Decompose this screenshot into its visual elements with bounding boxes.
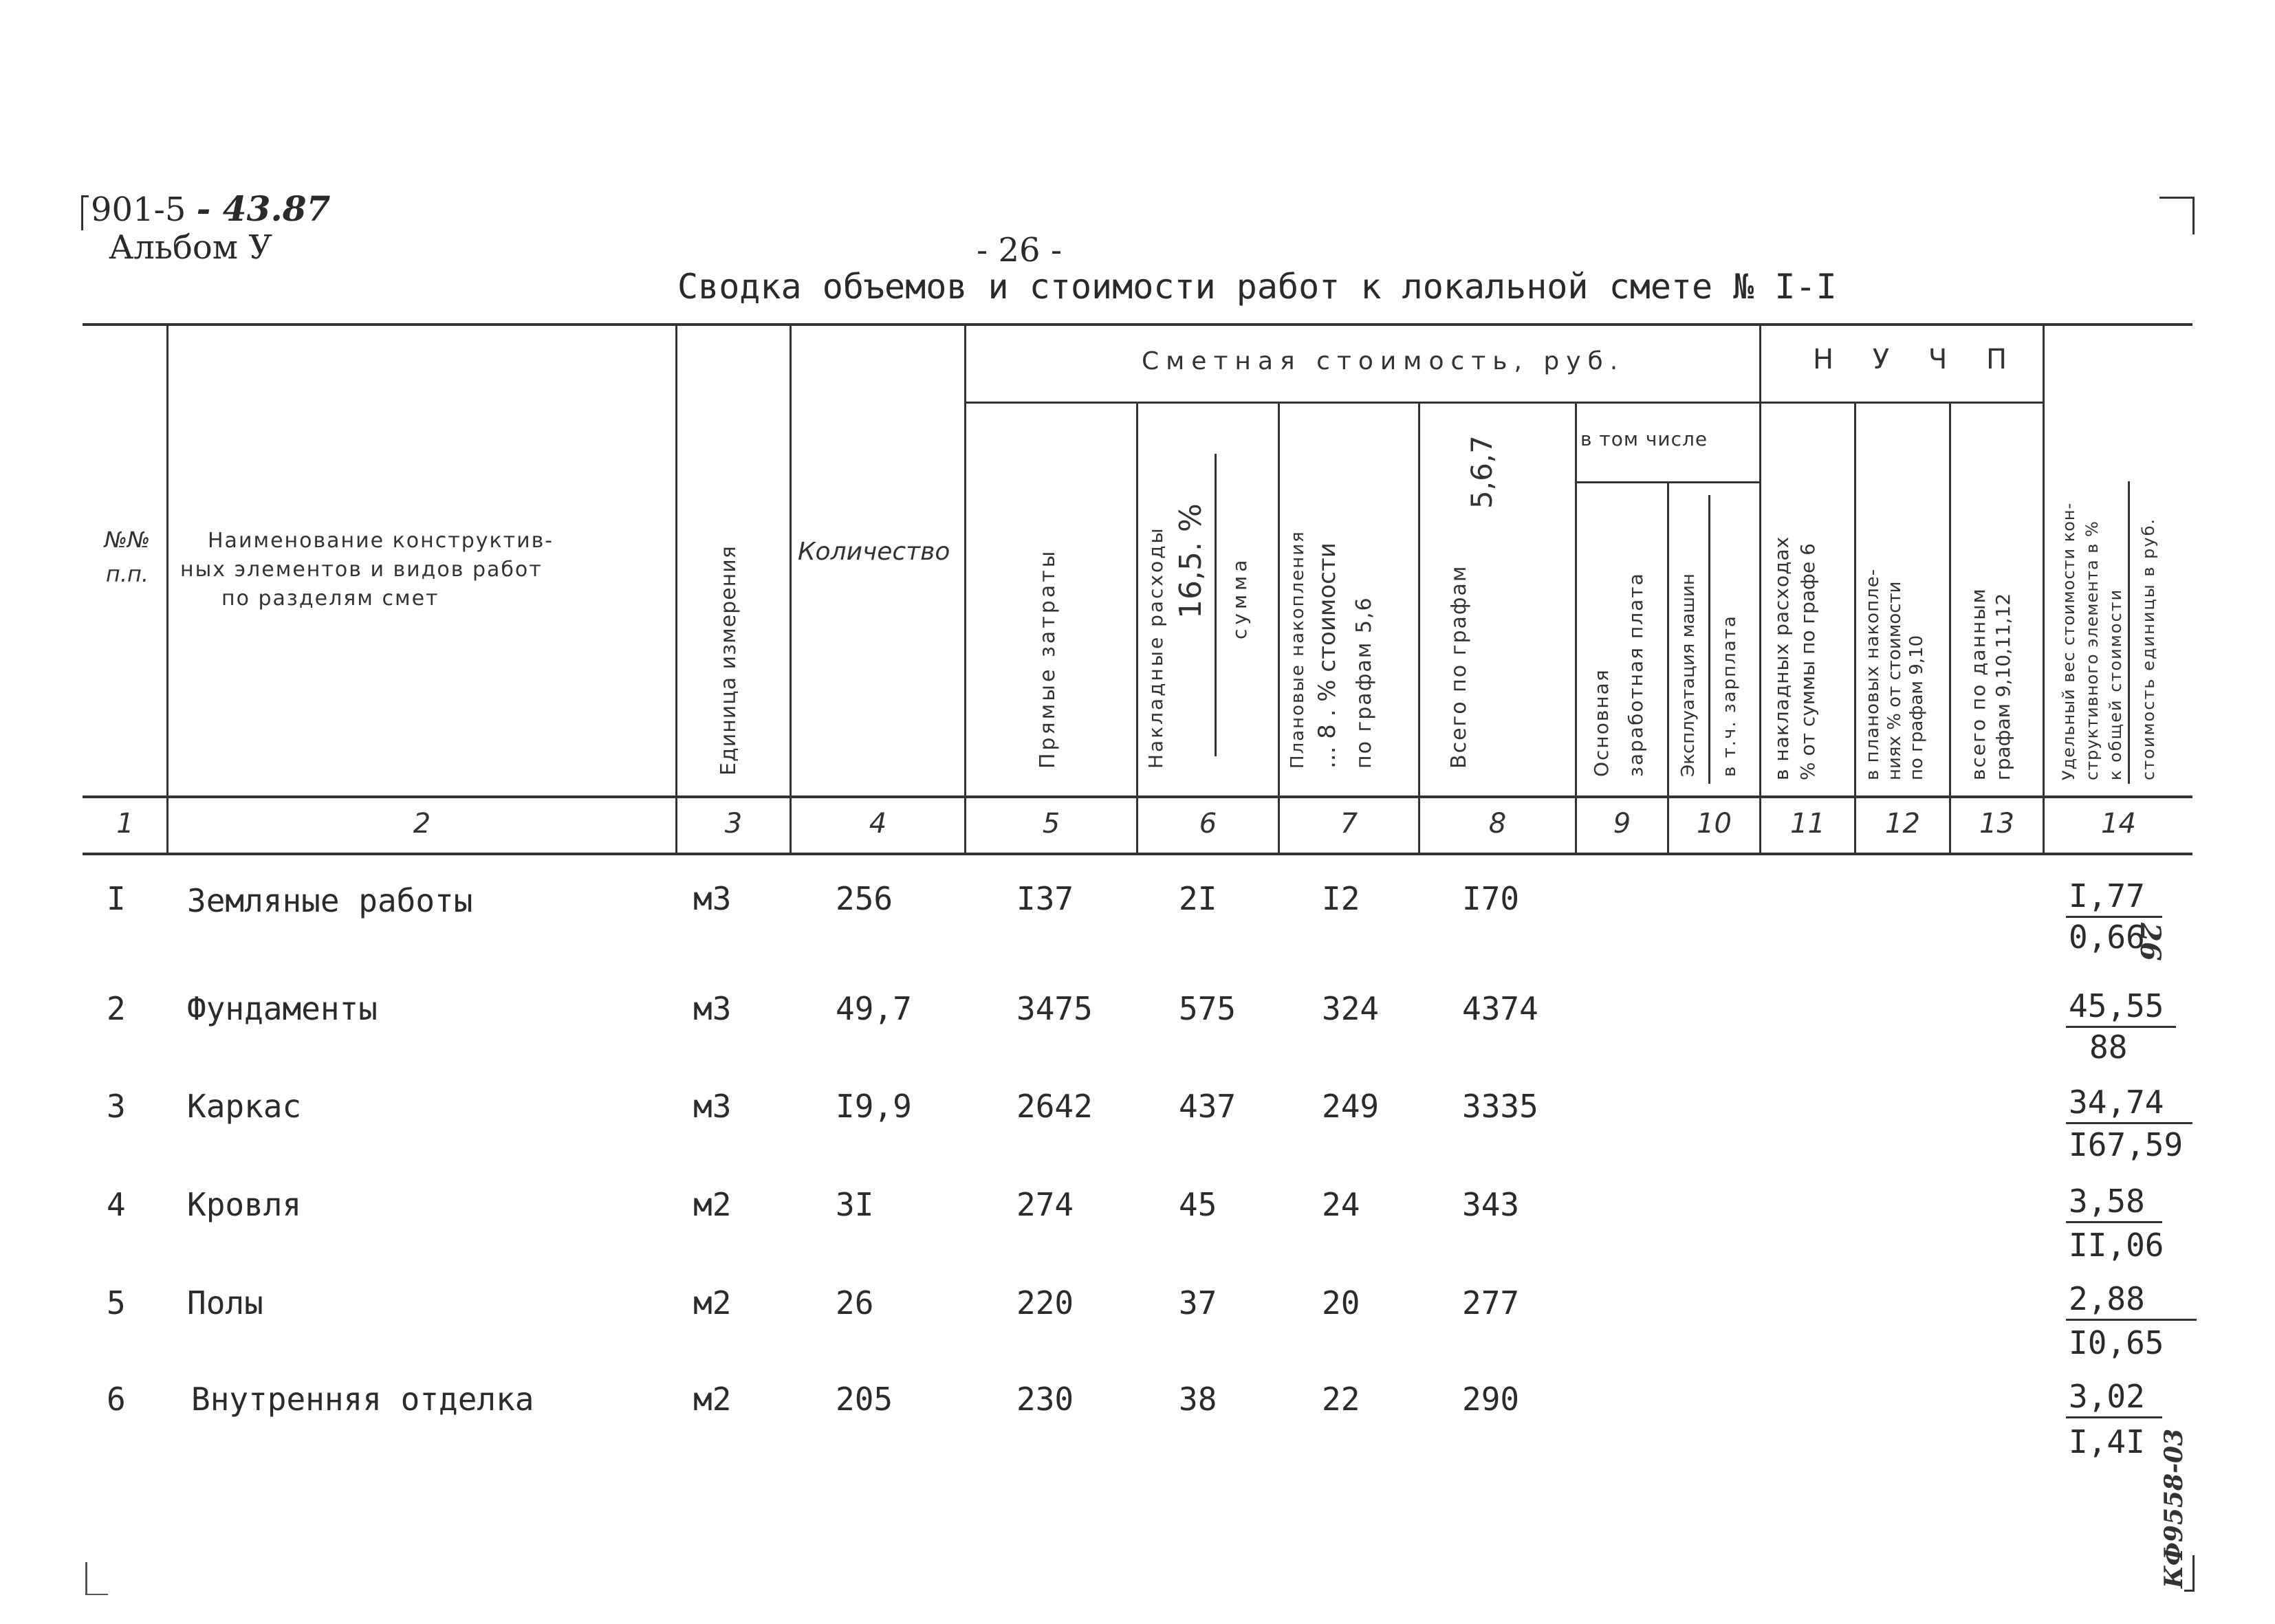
- header-col6-line2: 16,5. %: [1173, 503, 1208, 619]
- row-unit-cost: 0,66: [2069, 919, 2145, 956]
- row-total: 3335: [1462, 1088, 1538, 1125]
- row-share-fraction-line: [2066, 1416, 2162, 1418]
- row-planned-savings: 24: [1322, 1186, 1360, 1223]
- row-number: 4: [107, 1186, 126, 1223]
- header-col14-line1: Удельный вес стоимости кон-: [2059, 502, 2078, 780]
- row-number: I: [107, 880, 126, 917]
- header-col14-line3: к общей стоимости: [2106, 588, 2125, 780]
- row-share-fraction-line: [2066, 1026, 2176, 1028]
- row-unit-cost: II,06: [2069, 1227, 2164, 1264]
- row-unit: м2: [693, 1284, 732, 1321]
- header-col12-line3: по графам 9,10: [1906, 635, 1927, 780]
- row-quantity: I9,9: [836, 1088, 912, 1125]
- row-name: Кровля: [187, 1186, 302, 1223]
- row-name: Внутренняя отделка: [191, 1381, 534, 1418]
- row-unit-cost: I0,65: [2069, 1324, 2164, 1361]
- corner-mark-top-left: [81, 195, 89, 230]
- row-share: 34,74: [2069, 1084, 2164, 1121]
- header-col10-line1: Эксплуатация машин: [1678, 573, 1699, 777]
- row-total: 290: [1462, 1381, 1520, 1418]
- row-number: 2: [107, 990, 126, 1027]
- header-col7-line3: по графам 5,6: [1352, 596, 1376, 769]
- row-total: 343: [1462, 1186, 1520, 1223]
- header-col12-line1: в плановых накопле-: [1862, 568, 1883, 780]
- row-direct-costs: 3475: [1016, 990, 1093, 1027]
- header-col2-line3: по разделям смет: [221, 586, 439, 611]
- row-unit: м2: [693, 1186, 732, 1223]
- col-divider-5: [1136, 403, 1138, 854]
- row-total: I70: [1462, 880, 1520, 917]
- header-col6-line3: сумма: [1228, 556, 1251, 639]
- row-number: 6: [107, 1381, 126, 1418]
- row-overhead: 437: [1179, 1088, 1237, 1125]
- header-col10-line2: в т.ч. зарплата: [1719, 615, 1740, 777]
- col-number-3: 3: [724, 808, 743, 840]
- album-label: Альбом У: [109, 228, 273, 267]
- col-number-4: 4: [869, 808, 887, 840]
- table-top-border: [83, 323, 2192, 326]
- header-group-nuchp: Н У Ч П: [1813, 344, 2023, 375]
- row-overhead: 575: [1179, 990, 1237, 1027]
- header-col2: [180, 527, 662, 613]
- header-col1-line1: №№: [104, 527, 151, 553]
- header-col6-fraction-line: [1215, 454, 1217, 756]
- header-col14-line4: стоимость единицы в руб.: [2139, 518, 2158, 780]
- row-total: 277: [1462, 1284, 1520, 1321]
- side-stamp-page: 26: [2134, 923, 2166, 961]
- row-share: 3,58: [2069, 1183, 2145, 1220]
- col-divider-12: [1949, 403, 1951, 854]
- col-divider-6: [1278, 403, 1280, 854]
- cost-group-underline: [964, 402, 2043, 404]
- header-col13-line2: графам 9,10,11,12: [1992, 593, 2014, 780]
- header-group-incl: в том числе: [1580, 428, 1708, 450]
- row-share-fraction-line: [2066, 916, 2162, 918]
- row-overhead: 2I: [1179, 880, 1217, 917]
- row-unit: м3: [693, 990, 732, 1027]
- col-number-1: 1: [116, 808, 134, 840]
- col-number-11: 11: [1790, 808, 1825, 840]
- header-col7-line1: Плановые накопления: [1287, 530, 1308, 769]
- row-name: Фундаменты: [187, 990, 378, 1027]
- col-number-7: 7: [1340, 808, 1358, 840]
- col-divider-7: [1418, 403, 1420, 854]
- col-number-10: 10: [1697, 808, 1732, 840]
- document-code-prefix: 901-5: [91, 190, 186, 229]
- row-share-fraction-line: [2066, 1221, 2162, 1223]
- corner-mark-bottom-left: [85, 1562, 108, 1595]
- header-col5: Прямые затраты: [1036, 548, 1060, 769]
- header-col11-line1: в накладных расходах: [1770, 536, 1793, 780]
- row-planned-savings: 324: [1322, 990, 1380, 1027]
- col-divider-3: [790, 325, 792, 854]
- header-col12-line2: ниях % от стоимости: [1884, 581, 1905, 780]
- row-unit-cost: I67,59: [2069, 1126, 2184, 1163]
- col-divider-1: [166, 325, 168, 854]
- row-direct-costs: 220: [1016, 1284, 1074, 1321]
- row-planned-savings: 249: [1322, 1088, 1380, 1125]
- col-number-2: 2: [413, 808, 431, 840]
- col-divider-4: [964, 325, 966, 854]
- row-name: Земляные работы: [187, 882, 473, 919]
- header-col14-line2: структивного элемента в %: [2082, 520, 2102, 780]
- row-quantity: 49,7: [836, 990, 912, 1027]
- row-overhead: 38: [1179, 1381, 1217, 1418]
- row-number: 5: [107, 1284, 126, 1321]
- table-title: Сводка объемов и стоимости работ к локальной смете № I-I: [677, 267, 1837, 307]
- header-col2-line1: Наименование конструктив-: [208, 529, 554, 553]
- document-code-suffix: - 43.87: [196, 188, 331, 229]
- col-divider-13: [2043, 325, 2045, 854]
- row-share-fraction-line: [2066, 1122, 2192, 1124]
- row-overhead: 45: [1179, 1186, 1217, 1223]
- col-number-6: 6: [1199, 808, 1217, 840]
- corner-mark-bottom-right: [2184, 1555, 2195, 1592]
- row-direct-costs: 230: [1016, 1381, 1074, 1418]
- col-number-9: 9: [1613, 808, 1631, 840]
- col-divider-8: [1575, 403, 1577, 854]
- header-col14-fraction-line: [2128, 481, 2130, 784]
- header-col2-line2: ных элементов и видов работ: [180, 558, 543, 582]
- side-stamp-inventory: КФ9558-03: [2159, 1428, 2188, 1588]
- header-col10-fraction-line: [1708, 495, 1710, 784]
- corner-mark-top-right: [2159, 197, 2195, 234]
- page-number: - 26 -: [977, 231, 1063, 270]
- header-col4: Количество: [798, 538, 950, 566]
- col-divider-2: [675, 325, 677, 854]
- header-col6-line1: Накладные расходы: [1144, 526, 1167, 769]
- row-name: Полы: [187, 1284, 263, 1321]
- row-direct-costs: 2642: [1016, 1088, 1093, 1125]
- row-quantity: 256: [836, 880, 893, 917]
- row-share-fraction-line: [2066, 1319, 2197, 1321]
- document-code: [91, 188, 330, 229]
- row-share: 3,02: [2069, 1378, 2145, 1415]
- row-share: 45,55: [2069, 987, 2164, 1024]
- header-col13-line1: всего по данным: [1967, 587, 1990, 780]
- row-unit-cost: 88: [2089, 1029, 2128, 1066]
- row-total: 4374: [1462, 990, 1538, 1027]
- col-number-8: 8: [1488, 808, 1507, 840]
- header-col9-line2: заработная плата: [1624, 572, 1647, 777]
- header-col7-line2: ... 8 . % стоимости: [1314, 542, 1341, 769]
- row-planned-savings: 20: [1322, 1284, 1360, 1321]
- row-planned-savings: 22: [1322, 1381, 1360, 1418]
- row-share: 2,88: [2069, 1280, 2145, 1317]
- row-unit-cost: I,4I: [2069, 1423, 2145, 1460]
- row-direct-costs: I37: [1016, 880, 1074, 917]
- row-quantity: 205: [836, 1381, 893, 1418]
- header-col11-line2: % от суммы по графе 6: [1796, 543, 1819, 780]
- header-col8-line1: Всего по графам: [1447, 564, 1471, 769]
- row-unit: м2: [693, 1381, 732, 1418]
- row-quantity: 3I: [836, 1186, 874, 1223]
- header-col1-line2: п.п.: [105, 561, 149, 587]
- header-col8-line2: 5,6,7: [1465, 435, 1499, 509]
- col-divider-11: [1854, 403, 1856, 854]
- header-col3: Единица измерения: [717, 545, 741, 776]
- col-number-12: 12: [1885, 808, 1920, 840]
- row-share: I,77: [2069, 877, 2145, 914]
- col-number-13: 13: [1979, 808, 2014, 840]
- col-number-14: 14: [2101, 808, 2136, 840]
- row-unit: м3: [693, 1088, 732, 1125]
- header-col1: [96, 523, 158, 591]
- header-group-cost: Сметная стоимость, руб.: [1142, 347, 1625, 375]
- row-quantity: 26: [836, 1284, 874, 1321]
- row-name: Каркас: [187, 1088, 302, 1125]
- col-divider-9: [1667, 483, 1669, 854]
- col-divider-10: [1759, 325, 1761, 854]
- row-direct-costs: 274: [1016, 1186, 1074, 1223]
- row-planned-savings: I2: [1322, 880, 1360, 917]
- header-col9-line1: Основная: [1590, 668, 1613, 777]
- row-unit: м3: [693, 880, 732, 917]
- row-overhead: 37: [1179, 1284, 1217, 1321]
- col-number-5: 5: [1042, 808, 1060, 840]
- row-number: 3: [107, 1088, 126, 1125]
